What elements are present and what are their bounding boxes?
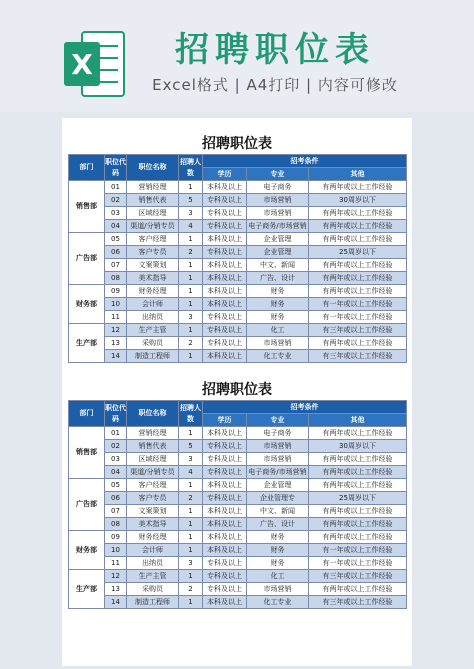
other-cell: 有三年或以上工作经验 [309,324,407,337]
header-count: 招聘人数 [179,155,203,181]
position-name-cell: 财务经理 [127,531,179,544]
code-cell: 04 [105,220,127,233]
position-name-cell: 客户专员 [127,246,179,259]
position-name-cell: 制造工程师 [127,596,179,609]
other-cell: 25周岁以下 [309,246,407,259]
education-cell: 本科及以上 [203,285,247,298]
education-cell: 专科及以上 [203,324,247,337]
count-cell: 1 [179,531,203,544]
education-cell: 本科及以上 [203,596,247,609]
other-cell: 有两年或以上工作经验 [309,207,407,220]
major-cell: 市场营销 [247,440,309,453]
count-cell: 4 [179,466,203,479]
dept-cell: 生产部 [69,570,105,609]
position-name-cell: 客户经理 [127,479,179,492]
other-cell: 有两年或以上工作经验 [309,466,407,479]
header-major: 专业 [247,414,309,427]
dept-cell: 销售部 [69,427,105,479]
education-cell: 专科及以上 [203,246,247,259]
table-row [69,479,407,492]
position-name-cell: 财务经理 [127,285,179,298]
education-cell: 本科及以上 [203,259,247,272]
dept-cell: 广告部 [69,233,105,285]
count-cell: 1 [179,259,203,272]
education-cell: 专科及以上 [203,207,247,220]
recruitment-table-2 [68,380,406,609]
count-cell: 5 [179,194,203,207]
positions-table [68,400,407,609]
count-cell: 2 [179,337,203,350]
major-cell: 中文、新闻 [247,505,309,518]
position-name-cell: 渠道/分销专员 [127,466,179,479]
table-row [69,453,407,466]
major-cell: 化工 [247,570,309,583]
count-cell: 1 [179,479,203,492]
education-cell: 专科及以上 [203,337,247,350]
position-name-cell: 出纳员 [127,311,179,324]
code-cell: 10 [105,298,127,311]
position-name-cell: 出纳员 [127,557,179,570]
code-cell: 14 [105,596,127,609]
other-cell: 有一年或以上工作经验 [309,298,407,311]
position-name-cell: 客户经理 [127,233,179,246]
other-cell: 有两年或以上工作经验 [309,531,407,544]
major-cell: 企业管理专 [247,492,309,505]
major-cell: 化工 [247,324,309,337]
table-row [69,233,407,246]
other-cell: 有三年或以上工作经验 [309,350,407,363]
other-cell: 有两年或以上工作经验 [309,427,407,440]
major-cell: 财务 [247,531,309,544]
sheet-title: 招聘职位表 [202,382,272,398]
table-row [69,531,407,544]
other-cell: 有两年或以上工作经验 [309,233,407,246]
recruitment-table-1 [68,134,406,363]
dept-cell: 财务部 [69,531,105,570]
count-cell: 2 [179,492,203,505]
education-cell: 本科及以上 [203,505,247,518]
major-cell: 电子商务/市场营销 [247,466,309,479]
code-cell: 01 [105,427,127,440]
major-cell: 广告、设计 [247,272,309,285]
major-cell: 市场营销 [247,207,309,220]
major-cell: 财务 [247,544,309,557]
count-cell: 1 [179,544,203,557]
education-cell: 专科及以上 [203,583,247,596]
table-row [69,350,407,363]
table-row [69,285,407,298]
code-cell: 07 [105,259,127,272]
other-cell: 有两年或以上工作经验 [309,583,407,596]
position-name-cell: 文案策划 [127,259,179,272]
education-cell: 本科及以上 [203,544,247,557]
code-cell: 09 [105,531,127,544]
code-cell: 03 [105,207,127,220]
other-cell: 有两年或以上工作经验 [309,479,407,492]
major-cell: 财务 [247,557,309,570]
position-name-cell: 生产主管 [127,324,179,337]
count-cell: 1 [179,324,203,337]
education-cell: 本科及以上 [203,427,247,440]
other-cell: 有两年或以上工作经验 [309,337,407,350]
major-cell: 财务 [247,311,309,324]
table-row [69,544,407,557]
table-row [69,557,407,570]
education-cell: 专科及以上 [203,570,247,583]
positions-table [68,154,407,363]
position-name-cell: 采购员 [127,583,179,596]
document-sheet [62,118,412,666]
count-cell: 3 [179,207,203,220]
header-major: 专业 [247,168,309,181]
position-name-cell: 美术指导 [127,272,179,285]
major-cell: 市场营销 [247,337,309,350]
code-cell: 05 [105,479,127,492]
banner-subtitle: Excel格式 | A4打印 | 内容可修改 [152,76,398,94]
education-cell: 专科及以上 [203,311,247,324]
header-code: 职位代码 [105,401,127,427]
other-cell: 有两年或以上工作经验 [309,259,407,272]
position-name-cell: 会计师 [127,544,179,557]
position-name-cell: 渠道/分销专员 [127,220,179,233]
code-cell: 07 [105,505,127,518]
table-row [69,246,407,259]
count-cell: 2 [179,246,203,259]
other-cell: 有两年或以上工作经验 [309,181,407,194]
other-cell: 有三年或以上工作经验 [309,596,407,609]
position-name-cell: 采购员 [127,337,179,350]
major-cell: 化工专业 [247,596,309,609]
code-cell: 02 [105,194,127,207]
education-cell: 专科及以上 [203,492,247,505]
other-cell: 有两年或以上工作经验 [309,453,407,466]
sheet-title: 招聘职位表 [202,136,272,152]
education-cell: 专科及以上 [203,194,247,207]
major-cell: 财务 [247,285,309,298]
excel-logo-icon [62,28,126,100]
table-row [69,570,407,583]
education-cell: 本科及以上 [203,518,247,531]
table-row [69,466,407,479]
dept-cell: 销售部 [69,181,105,233]
banner-title: 招聘职位表 [175,30,375,70]
major-cell: 电子商务/市场营销 [247,220,309,233]
major-cell: 市场营销 [247,194,309,207]
table-row [69,324,407,337]
major-cell: 企业管理 [247,246,309,259]
count-cell: 3 [179,453,203,466]
code-cell: 13 [105,583,127,596]
major-cell: 电子商务 [247,181,309,194]
count-cell: 1 [179,285,203,298]
table-row [69,220,407,233]
education-cell: 本科及以上 [203,181,247,194]
education-cell: 专科及以上 [203,453,247,466]
table-row [69,505,407,518]
other-cell: 有两年或以上工作经验 [309,220,407,233]
table-row [69,207,407,220]
table-row [69,181,407,194]
count-cell: 1 [179,570,203,583]
major-cell: 企业管理 [247,233,309,246]
code-cell: 10 [105,544,127,557]
header-other: 其他 [309,168,407,181]
other-cell: 30周岁以下 [309,440,407,453]
position-name-cell: 美术指导 [127,518,179,531]
education-cell: 专科及以上 [203,557,247,570]
table-row [69,337,407,350]
education-cell: 专科及以上 [203,440,247,453]
education-cell: 本科及以上 [203,298,247,311]
count-cell: 3 [179,557,203,570]
position-name-cell: 区域经理 [127,453,179,466]
other-cell: 30周岁以下 [309,194,407,207]
count-cell: 2 [179,583,203,596]
position-name-cell: 文案策划 [127,505,179,518]
table-row [69,298,407,311]
count-cell: 5 [179,440,203,453]
education-cell: 专科及以上 [203,466,247,479]
code-cell: 04 [105,466,127,479]
code-cell: 12 [105,570,127,583]
table-row [69,194,407,207]
code-cell: 01 [105,181,127,194]
code-cell: 09 [105,285,127,298]
count-cell: 4 [179,220,203,233]
other-cell: 有两年或以上工作经验 [309,505,407,518]
position-name-cell: 区域经理 [127,207,179,220]
position-name-cell: 销售代表 [127,440,179,453]
dept-cell: 财务部 [69,285,105,324]
position-name-cell: 制造工程师 [127,350,179,363]
other-cell: 有一年或以上工作经验 [309,544,407,557]
table-row [69,272,407,285]
header-code: 职位代码 [105,155,127,181]
header-other: 其他 [309,414,407,427]
code-cell: 14 [105,350,127,363]
other-cell: 有一年或以上工作经验 [309,311,407,324]
code-cell: 12 [105,324,127,337]
table-row [69,596,407,609]
code-cell: 08 [105,518,127,531]
dept-cell: 生产部 [69,324,105,363]
education-cell: 本科及以上 [203,233,247,246]
table-row [69,518,407,531]
table-row [69,583,407,596]
other-cell: 有三年或以上工作经验 [309,570,407,583]
code-cell: 03 [105,453,127,466]
count-cell: 1 [179,350,203,363]
count-cell: 1 [179,518,203,531]
count-cell: 3 [179,311,203,324]
education-cell: 本科及以上 [203,350,247,363]
code-cell: 13 [105,337,127,350]
table-row [69,492,407,505]
major-cell: 中文、新闻 [247,259,309,272]
header-count: 招聘人数 [179,401,203,427]
position-name-cell: 营销经理 [127,181,179,194]
count-cell: 1 [179,505,203,518]
header-conditions: 招考条件 [203,155,407,168]
education-cell: 本科及以上 [203,531,247,544]
code-cell: 05 [105,233,127,246]
education-cell: 专科及以上 [203,220,247,233]
code-cell: 06 [105,492,127,505]
major-cell: 电子商务 [247,427,309,440]
header-name: 职位名称 [127,155,179,181]
count-cell: 1 [179,596,203,609]
table-row [69,427,407,440]
count-cell: 1 [179,427,203,440]
header-education: 学历 [203,168,247,181]
svg-text:X: X [71,48,93,81]
other-cell: 有两年或以上工作经验 [309,272,407,285]
code-cell: 06 [105,246,127,259]
other-cell: 有两年或以上工作经验 [309,518,407,531]
code-cell: 08 [105,272,127,285]
dept-cell: 广告部 [69,479,105,531]
count-cell: 1 [179,233,203,246]
count-cell: 1 [179,181,203,194]
position-name-cell: 销售代表 [127,194,179,207]
header-conditions: 招考条件 [203,401,407,414]
position-name-cell: 客户专员 [127,492,179,505]
major-cell: 市场营销 [247,583,309,596]
code-cell: 11 [105,311,127,324]
header-dept: 部门 [69,155,105,181]
code-cell: 11 [105,557,127,570]
count-cell: 1 [179,298,203,311]
table-row [69,311,407,324]
major-cell: 财务 [247,298,309,311]
education-cell: 本科及以上 [203,272,247,285]
banner [0,0,474,112]
count-cell: 1 [179,272,203,285]
other-cell: 25周岁以下 [309,492,407,505]
code-cell: 02 [105,440,127,453]
education-cell: 本科及以上 [203,479,247,492]
position-name-cell: 生产主管 [127,570,179,583]
major-cell: 市场营销 [247,453,309,466]
position-name-cell: 会计师 [127,298,179,311]
other-cell: 有两年或以上工作经验 [309,285,407,298]
table-row [69,259,407,272]
major-cell: 广告、设计 [247,518,309,531]
other-cell: 有一年或以上工作经验 [309,557,407,570]
header-name: 职位名称 [127,401,179,427]
major-cell: 化工专业 [247,350,309,363]
position-name-cell: 营销经理 [127,427,179,440]
table-row [69,440,407,453]
header-education: 学历 [203,414,247,427]
header-dept: 部门 [69,401,105,427]
major-cell: 企业管理 [247,479,309,492]
